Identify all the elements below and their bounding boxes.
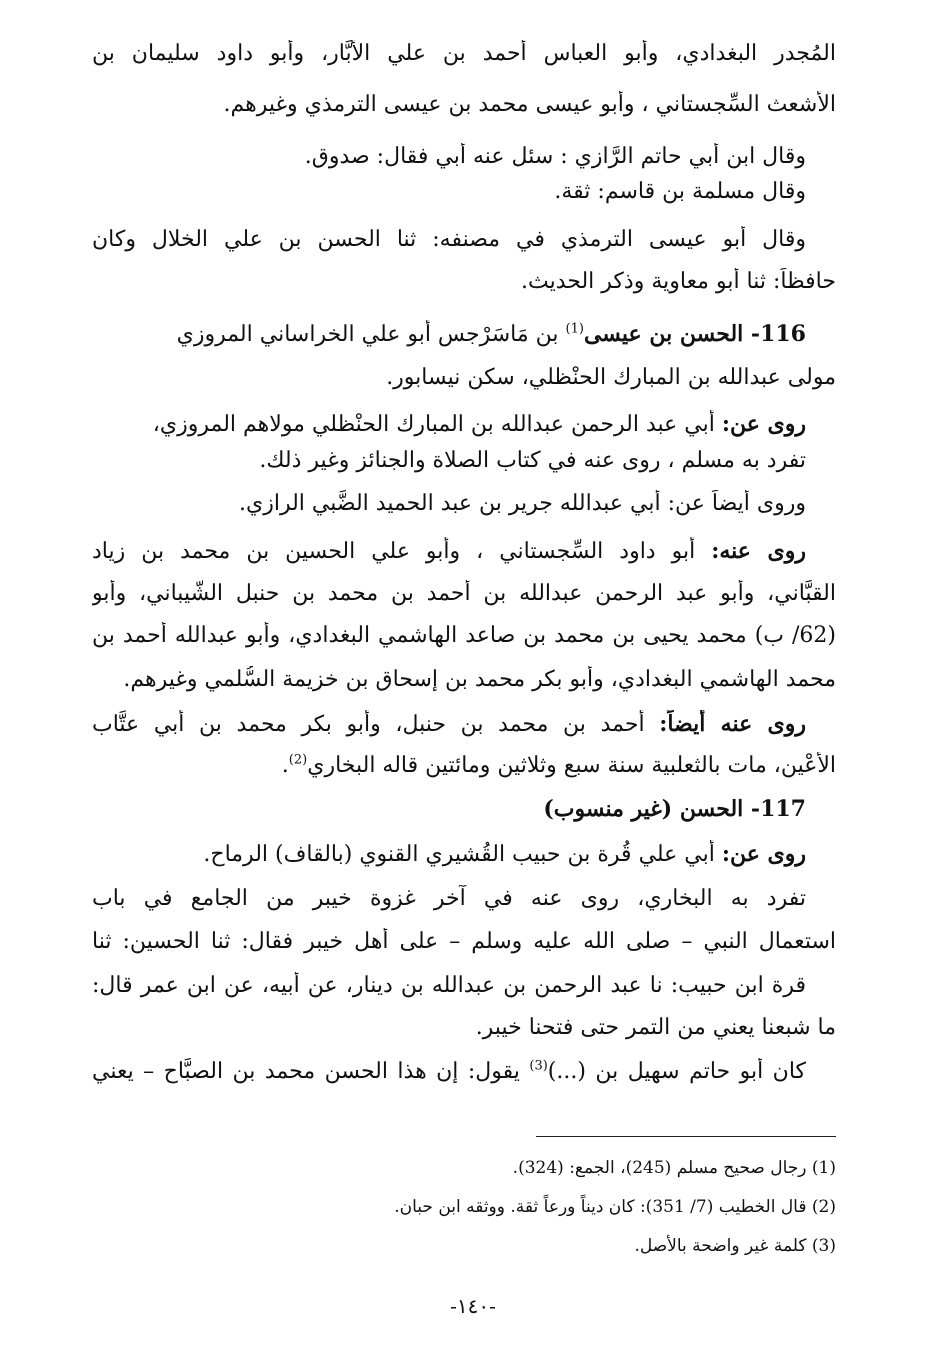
- footnote-3: (3) كلمة غير واضحة بالأصل.: [634, 1236, 836, 1256]
- footnote-divider: [536, 1136, 836, 1137]
- text-segment: أحمد بن محمد بن حنبل، وأبو بكر محمد بن أبي عتَّاب: [92, 712, 645, 737]
- footnote-2: (2) قال الخطيب (7/ 351): كان ديناً ورعاً ثقة. ووثقه ابن حبان.: [394, 1197, 836, 1217]
- text-line: استعمال النبي – صلى الله عليه وسلم – على أهل خيبر فقال: ثنا الحسين: ثنا: [92, 929, 836, 954]
- text-line: تفرد به مسلم ، روى عنه في كتاب الصلاة والجنائز وغير ذلك.: [259, 448, 806, 473]
- footnote-ref: (1): [565, 321, 584, 337]
- text-line: القبَّاني، وأبو عبد الرحمن عبدالله بن أحمد بن محمد بن حنبل الشَّيباني، وأبو: [92, 581, 836, 606]
- section-label: روى عن:: [721, 841, 806, 867]
- narration-line: [92, 840, 806, 869]
- section-label: روى عنه أيضاً:: [659, 711, 806, 737]
- page-number: -١٤٠-: [450, 1294, 496, 1318]
- text-line: (62/ ب) محمد يحيى بن محمد بن صاعد الهاشمي البغدادي، وأبو عبدالله أحمد بن: [92, 623, 836, 648]
- text-line: ما شبعنا يعني من التمر حتى فتحنا خيبر.: [475, 1015, 836, 1040]
- entry-heading-117: 117- الحسن (غير منسوب): [543, 796, 806, 822]
- narration-line: [92, 710, 806, 739]
- footnote-ref: (2): [288, 752, 308, 768]
- footnote-ref: (3): [529, 1058, 548, 1074]
- text-line: المُجدر البغدادي، وأبو العباس أحمد بن علي الأبَّار، وأبو داود سليمان بن: [92, 41, 836, 66]
- text-line: وقال مسلمة بن قاسم: ثقة.: [554, 179, 806, 204]
- text-line: تفرد به البخاري، روى عنه في آخر غزوة خيبر من الجامع في باب: [92, 886, 806, 911]
- narration-line: [92, 537, 806, 566]
- text-segment: أبي عبد الرحمن عبدالله بن المبارك الحنْظلي مولاهم المروزي،: [152, 412, 715, 437]
- section-label: روى عن:: [721, 411, 806, 437]
- text-line: قرة ابن حبيب: نا عبد الرحمن بن عبدالله بن دينار، عن أبيه، عن ابن عمر قال:: [92, 973, 806, 998]
- narration-line: [92, 410, 806, 439]
- entry-heading-116: [92, 320, 806, 349]
- text-line: وروى أيضاً عن: أبي عبدالله جرير بن عبد الحميد الضَّبي الرازي.: [239, 491, 806, 516]
- text-line: محمد الهاشمي البغدادي، وأبو بكر محمد بن إسحاق بن خزيمة السُّلمي وغيرهم.: [123, 667, 836, 692]
- section-label: روى عنه:: [711, 538, 806, 564]
- text-segment: كان أبو حاتم سهيل بن (...): [547, 1059, 806, 1084]
- text-segment: يقول: إن هذا الحسن محمد بن الصبَّاح – يعني: [92, 1059, 520, 1084]
- footnote-1: (1) رجال صحيح مسلم (245)، الجمع: (324).: [512, 1158, 836, 1178]
- text-line: وقال ابن أبي حاتم الرَّازي : سئل عنه أبي فقال: صدوق.: [304, 144, 806, 169]
- text-line: حافظاً: ثنا أبو معاوية وذكر الحديث.: [521, 269, 836, 294]
- text-segment: أبو داود السِّجستاني ، وأبو علي الحسين بن محمد بن زياد: [92, 539, 696, 564]
- text-line: الأشعث السِّجستاني ، وأبو عيسى محمد بن عيسى الترمذي وغيرهم.: [223, 92, 836, 117]
- text-segment: الأعْين، مات بالثعلبية سنة سبع وثلاثين ومائتين قاله البخاري: [307, 753, 836, 778]
- entry-title: 116- الحسن بن عيسى: [583, 321, 806, 347]
- text-line: الأعْين، مات بالثعلبية سنة سبع وثلاثين ومائتين قاله البخاري$^{(2)}$.: [281, 752, 836, 778]
- text-segment: بن مَاسَرْجس أبو علي الخراساني المروزي: [176, 322, 559, 347]
- text-line: مولى عبدالله بن المبارك الحنْظلي، سكن نيسابور.: [386, 365, 836, 390]
- text-segment: أبي علي قُرة بن حبيب القُشيري القنوي (بالقاف) الرماح.: [203, 842, 715, 867]
- text-line: وقال أبو عيسى الترمذي في مصنفه: ثنا الحسن بن علي الخلال وكان: [92, 227, 806, 252]
- text-line: [92, 1058, 806, 1086]
